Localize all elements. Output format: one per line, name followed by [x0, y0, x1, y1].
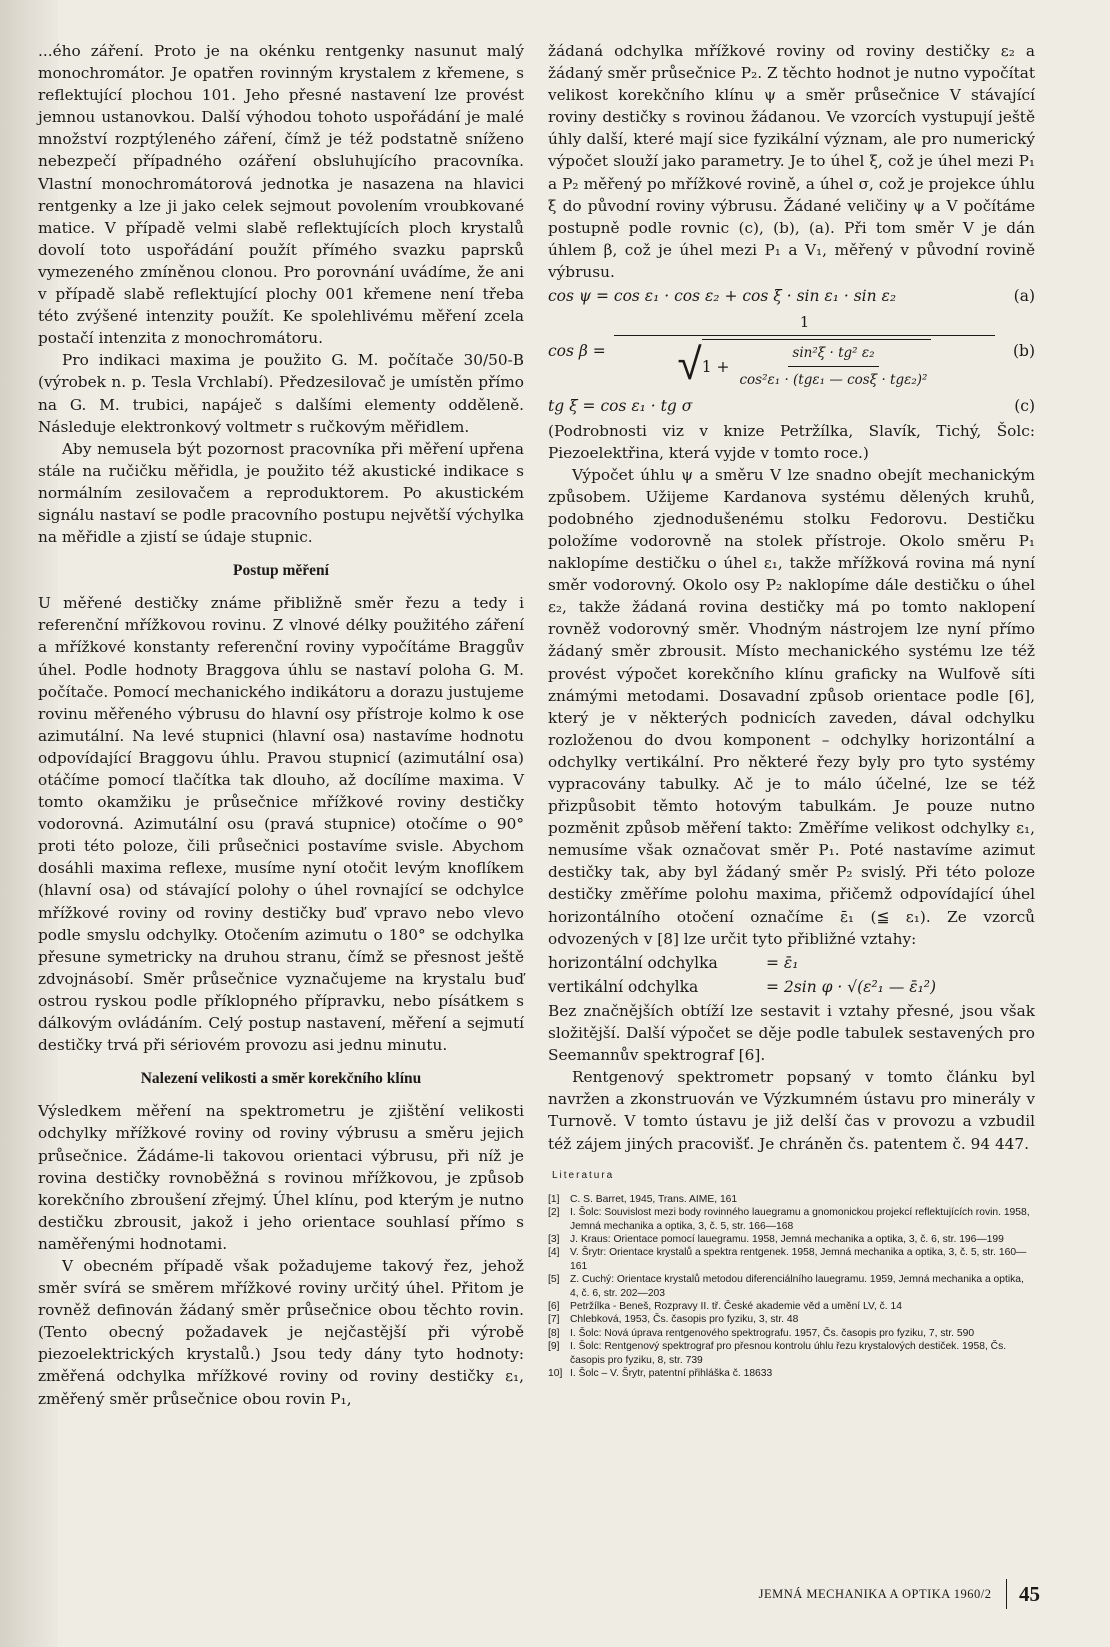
relation-value: = ε̄₁ — [766, 953, 799, 972]
paragraph: Aby nemusela být pozornost pracovníka při měření upřena stále na ručičku měřidla, je použito též akustické indikace s normálním zesilovačem a reproduktorem. Po akustickém signálu nastaví se podle pracovního postupu největší výchylka na měřidle a zjistí se údaje stupnic. — [38, 439, 524, 547]
page-number: 45 — [1019, 1581, 1040, 1606]
reference-item — [548, 1367, 1035, 1380]
reference-number: [2] — [548, 1207, 560, 1219]
reference-number: 10] — [548, 1367, 563, 1379]
equation-c — [548, 395, 1035, 417]
reference-number: [8] — [548, 1327, 560, 1339]
reference-item — [548, 1340, 1035, 1367]
paragraph: U měřené destičky známe přibližně směr řezu a tedy i referenční mřížkovou rovinu. Z vlnové délky použitého záření a mřížkové konstanty referenční roviny vypočítáme Braggův úhel. Podle hodnoty Braggova úhlu se nastaví poloha G. M. počítače. Pomocí mechanického indikátoru a dorazu justujeme rovinu měřeného výbrusu do hlavní osy přístroje kolmo k ose azimutální. Na levé stupnici (hlavní osa) nastavíme hodnotu odpovídající Braggovu úhlu. Pravou stupnicí (azimutální osa) otáčíme pomocí tlačítka tak dlouho, až docílíme maxima. V tomto okamžiku je průsečnice mřížkové roviny destičky vodorovná. Azimutální osu (pravá stupnice) otočíme o 90° proti této poloze, čili průsečnici postavíme svisle. Abychom dosáhli maxima reflexe, musíme nyní otočit levým knoflíkem (hlavní osa) od stávající polohy o úhel rovnající se odchylce mřížkové roviny od roviny destičky buď vpravo nebo vlevo podle smyslu odchylky. Otočením azimutu o 180° se odchylka přesune symetricky na druhou stranu, čímž se přesnost ještě zdvojnásobí. Směr průsečnice vyznačujeme na krystalu buď ostrou ryskou podle příklopného přípravku, nebo písátkem s dálkovým ovládáním. Celý postup nastavení, měření a sejmutí destičky trvá při sériovém provozu asi jednu minutu. — [38, 594, 524, 1055]
paragraph: (Podrobnosti viz v knize Petržílka, Slavík, Tichý, Šolc: Piezoelektřina, která vyjde v tomto roce.) — [548, 421, 1035, 462]
left-column — [38, 40, 524, 1410]
reference-number: [1] — [548, 1193, 560, 1205]
paragraph: Výpočet úhlu ψ a směru V lze snadno obejít mechanickým způsobem. Užijeme Kardanova systému dělených kruhů, podobného zjednodušenému stolku Fedorovu. Destičku položíme vodorovně na stolek přístroje. Okolo směru P₁ naklopíme destičku o úhel ε₁, takže mřížková rovina má nyní směr vodorovný. Okolo osy P₂ naklopíme dále destičku o úhel ε₂, takže žádaná rovina destičky má po tomto naklopení rovněž vodorovný směr. Vhodným nástrojem lze nyní přímo žádaný směr zbrousit. Místo mechanického systému lze též provést výpočet korekčního klínu graficky na Wulfově síti známými metodami. Dosavadní způsob orientace podle [6], který je v některých podnicích zaveden, dával odchylku rozloženou do dvou komponent – odchylky horizontální a odchylky vertikální. Pro některé řezy byly pro tyto systémy vypracovány tabulky. Ač je to málo účelné, lze se též přizpůsobit těmto hotovým tabulkám. Je pouze nutno pozměnit způsob měření takto: Změříme velikost odchylky ε₁, nemusíme však označovat směr P₁. Poté nastavíme azimut destičky tak, aby byl žádaný směr P₂ svislý. Při této poloze destičky změříme polohu maxima, přičemž odpovídající úhel horizontálního otočení označíme ε̄₁ (≦ ε₁). Ze vzorců odvozených v [8] lze určit tyto přibližné vztahy: — [548, 465, 1035, 948]
reference-number: [9] — [548, 1341, 560, 1353]
relation-label: horizontální odchylka — [548, 953, 718, 972]
equation-a-body: cos ψ = cos ε₁ · cos ε₂ + cos ξ · sin ε₁ · sin ε₂ — [548, 287, 897, 306]
reference-number: [6] — [548, 1300, 560, 1312]
reference-text: I. Šolc – V. Šrytr, patentní přihláška č. 18633 — [570, 1367, 773, 1379]
reference-text: V. Šrytr: Orientace krystalů a spektra rentgenek. 1958, Jemná mechanika a optika, 3, č. 5, str. 160—161 — [570, 1247, 1027, 1272]
relation-value: = 2sin φ · √(ε²₁ — ε̄₁²) — [766, 977, 937, 996]
reference-number: [3] — [548, 1233, 560, 1245]
relation-vertical — [548, 976, 1035, 998]
page-footer — [720, 1578, 1040, 1610]
reference-text: Z. Cuchý: Orientace krystalů metodou diferenciálního lauegramu. 1959, Jemná mechanika a optika, 4, č. 6, str. 202—203 — [570, 1274, 1024, 1299]
reference-item — [548, 1206, 1035, 1233]
reference-item — [548, 1313, 1035, 1326]
equation-b-denominator — [678, 336, 932, 391]
literature-heading: Literatura — [552, 1169, 615, 1181]
reference-text: I. Šolc: Souvislost mezi body rovinného lauegramu a gnomonickou projekcí reflektujících rovin. 1958, Jemná mechanika a optika, 3, č. 5, str. 166—168 — [570, 1207, 1030, 1232]
paragraph: Bez značnějších obtíží lze sestavit i vztahy přesné, jsou však složitější. Další výpočet se děje podle tabulek sestavených pro Seemannův spektrograf [6]. — [548, 1001, 1035, 1065]
sqrt-body — [702, 339, 932, 391]
reference-text: I. Šolc: Nová úprava rentgenového spektrografu. 1957, Čs. časopis pro fyziku, 7, str. 590 — [570, 1327, 975, 1339]
relation-horizontal — [548, 952, 1035, 974]
reference-text: J. Kraus: Orientace pomocí lauegramu. 1958, Jemná mechanika a optika, 3, č. 6, str. 196—199 — [570, 1233, 1004, 1245]
section-heading: Nalezení velikosti a směr korekčního klínu — [140, 1070, 422, 1088]
equation-b-inner-fraction — [735, 342, 931, 391]
footer-divider — [1006, 1579, 1008, 1609]
right-column — [548, 40, 1035, 1380]
reference-item — [548, 1233, 1035, 1246]
reference-text: Chlebková, 1953, Čs. časopis pro fyziku, 3, str. 48 — [570, 1314, 799, 1326]
paragraph: V obecném případě však požadujeme takový řez, jehož směr svírá se směrem mřížkové roviny určitý úhel. Přitom je rovněž definován žádaný směr průsečnice obou těchto rovin. (Tento obecný požadavek je nejčastější při výrobě piezoelektrických krystalů.) Jsou tedy dány tyto hodnoty: změřená odchylka mřížkové roviny od roviny destičky ε₁, změřený směr průsečnice obou rovin P₁, — [38, 1256, 524, 1408]
reference-text: C. S. Barret, 1945, Trans. AIME, 161 — [570, 1193, 738, 1205]
paragraph: ...ého záření. Proto je na okénku rentgenky nasunut malý monochromátor. Je opatřen rovinným krystalem z křemene, s reflektující plochou 101. Jeho přesné nastavení lze provést jemnou ustanovkou. Další výhodou tohoto uspořádání je malé množství rozptýleného záření, čímž je též podstatně sníženo nebezpečí případného ozáření obsluhujícího pracovníka. Vlastní monochromátorová jednotka je nasazena na hlavici rentgenky a lze ji jako celek sejmout povolením vroubkované matice. V případě velmi slabě reflektujících ploch krystalů dovolí toto uspořádání použít přímého svazku paprsků vymezeného zmíněnou clonou. Pro porovnání uvádíme, že ani v případě slabě reflektující plochy 001 křemene není třeba této zvýšené intenzity použít. Ke spolehlivému měření zcela postačí intenzita z monochromátoru. — [38, 42, 524, 348]
inner-numerator: sin²ξ · tg² ε₂ — [788, 342, 878, 367]
equation-b-one: 1 + — [701, 357, 730, 376]
reference-text: I. Šolc: Rentgenový spektrograf pro přesnou kontrolu úhlu řezu krystalových destiček. 1958, Čs. časopis pro fyziku, 8, str. 739 — [570, 1341, 1007, 1366]
paragraph: Rentgenový spektrometr popsaný v tomto článku byl navržen a zkonstruován ve Výzkumném ústavu pro minerály v Turnově. V tomto ústavu je již delší čas v provozu a vzbudil též zájem jiných pracovišť. Je chráněn čs. patentem č. 94 447. — [548, 1068, 1035, 1153]
equation-c-tag: (c) — [1014, 397, 1035, 416]
sqrt-symbol: √ — [677, 339, 702, 391]
equation-b-lhs: cos β = — [548, 342, 606, 361]
paragraph: Pro indikaci maxima je použito G. M. počítače 30/50-B (výrobek n. p. Tesla Vrchlabí). Předzesilovač je umístěn přímo na G. M. trubici, napáječ s dalšími elementy odděleně. Následuje elektronkový voltmetr s ručkovým měřidlem. — [38, 351, 524, 436]
reference-item — [548, 1273, 1035, 1300]
section-heading: Postup měření — [232, 562, 329, 580]
journal-name: JEMNÁ MECHANIKA A OPTIKA 1960/2 — [758, 1586, 992, 1601]
paragraph: žádaná odchylka mřížkové roviny od roviny destičky ε₂ a žádaný směr průsečnice P₂. Z těchto hodnot je nutno vypočítat velikost korekčního klínu ψ a směr průsečnice V stávající roviny destičky s rovinou žádanou. Ve vzorcích vystupují ještě úhly další, které mají sice fyzikální význam, ale pro numerický výpočet slouží jako parametry. Je to úhel ξ, což je úhel mezi P₁ a P₂ měřený po mřížkové rovině, a úhel σ, což je projekce úhlu ξ do původní roviny výbrusu. Žádané veličiny ψ a V počítáme postupně podle rovnic (c), (b), (a). Při tom směr V je dán úhlem β, což je úhel mezi P₁ a V₁, měřený v původní rovině výbrusu. — [548, 42, 1035, 281]
reference-number: [5] — [548, 1274, 560, 1286]
reference-list — [548, 1193, 1035, 1381]
inner-denominator: cos²ε₁ · (tgε₁ — cosξ · tgε₂)² — [739, 372, 928, 389]
equation-b-numerator: 1 — [614, 311, 995, 336]
reference-item — [548, 1300, 1035, 1313]
equation-a-tag: (a) — [1013, 287, 1035, 306]
equation-a — [548, 285, 1035, 307]
equation-b-fraction — [614, 311, 995, 391]
reference-number: [7] — [548, 1314, 560, 1326]
equation-b — [548, 311, 1035, 391]
relation-label: vertikální odchylka — [548, 977, 699, 996]
reference-item — [548, 1193, 1035, 1206]
reference-text: Petržílka - Beneš, Rozpravy II. tř. České akademie věd a umění LV, č. 14 — [570, 1300, 902, 1312]
reference-number: [4] — [548, 1247, 560, 1259]
reference-item — [548, 1246, 1035, 1273]
equation-b-tag: (b) — [1012, 342, 1035, 361]
reference-item — [548, 1327, 1035, 1340]
equation-c-body: tg ξ = cos ε₁ · tg σ — [548, 397, 693, 416]
paragraph: Výsledkem měření na spektrometru je zjištění velikosti odchylky mřížkové roviny od roviny výbrusu a směru jejich průsečnice. Žádáme-li takovou orientaci výbrusu, při níž je rovina destičky rovnoběžná s rovinou mřížkovou, je způsob korekčního zbroušení zřejmý. Úhel klínu, pod kterým je nutno destičku zbrousit, jakož i jeho orientace souhlasí přímo s naměřenými hodnotami. — [38, 1102, 524, 1253]
